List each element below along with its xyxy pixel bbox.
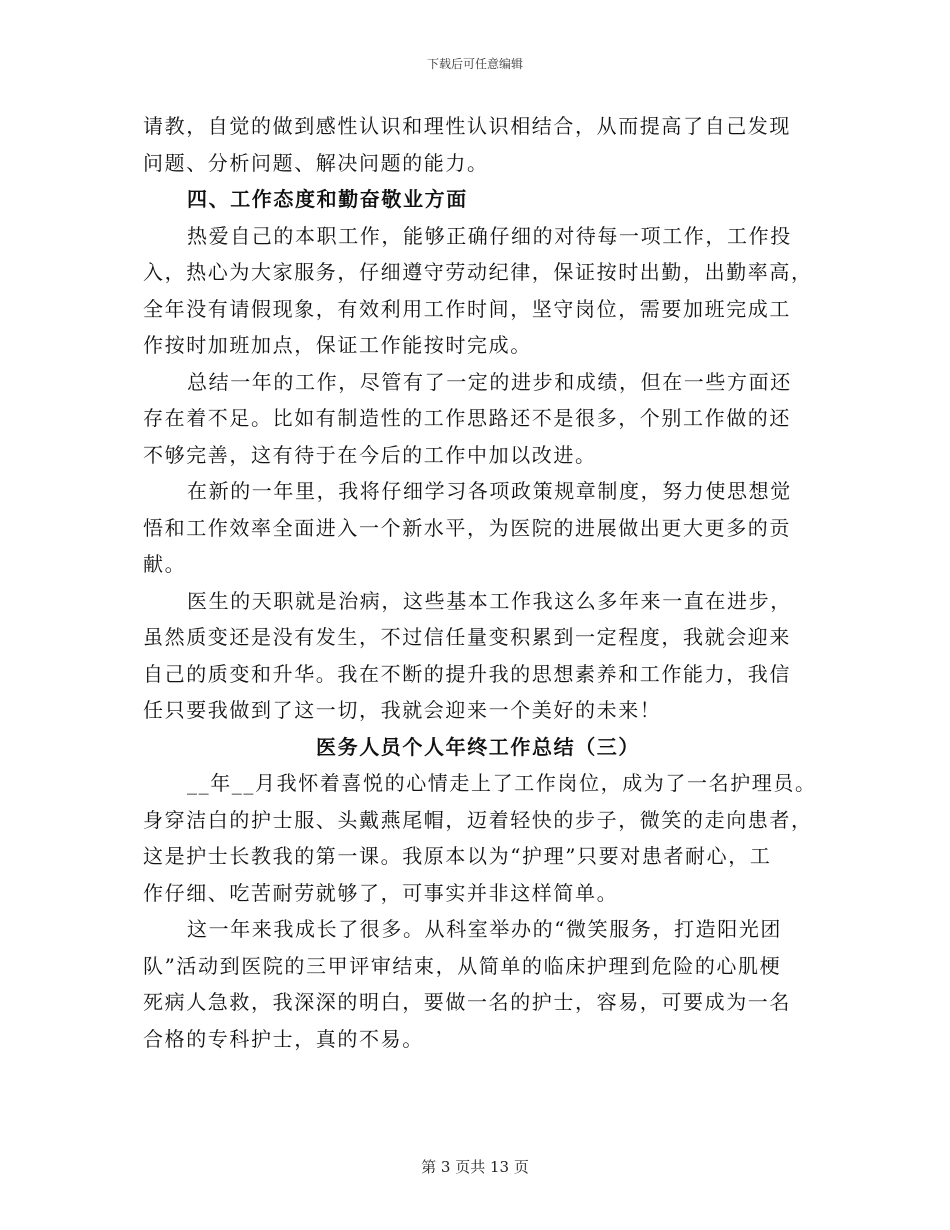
text-line: 这是护士长教我的第一课。我原本以为“护理”只要对患者耐心，工 (143, 844, 772, 868)
text-line: 任只要我做到了这一切，我就会迎来一个美好的未来！ (143, 698, 662, 722)
text-line: 悟和工作效率全面进入一个新水平，为医院的进展做出更大更多的贡 (143, 515, 791, 540)
text-line: 合格的专科护士，真的不易。 (143, 1026, 424, 1051)
text-line: 作按时加班加点，保证工作能按时完成。 (143, 333, 532, 357)
paragraph-first-line: 在新的一年里，我将仔细学习各项政策规章制度，努力使思想觉 (187, 479, 792, 503)
paragraph-first-line: 医生的天职就是治病，这些基本工作我这么多年来一直在进步， (187, 588, 792, 613)
text-line: 不够完善，这有待于在今后的工作中加以改进。 (143, 442, 597, 467)
page-footer: 第 3 页共 13 页 (421, 1158, 529, 1176)
paragraph-first-line: 热爱自己的本职工作，能够正确仔细的对待每一项工作，工作投 (187, 223, 792, 248)
text-line: 存在着不足。比如有制造性的工作思路还不是很多，个别工作做的还 (143, 406, 791, 430)
text-line: 身穿洁白的护士服、头戴燕尾帽，迈着轻快的步子，微笑的走向患者， (143, 807, 813, 832)
section-heading: 四、工作态度和勤奋敬业方面 (187, 187, 468, 211)
paragraph-first-line: __年__月我怀着喜悦的心情走上了工作岗位，成为了一名护理员。 (187, 771, 817, 795)
document-title: 医务人员个人年终工作总结（三） (316, 734, 640, 759)
paragraph-first-line: 这一年来我成长了很多。从科室举办的“微笑服务，打造阳光团 (187, 917, 783, 941)
text-line: 全年没有请假现象，有效利用工作时间，坚守岗位，需要加班完成工 (143, 296, 791, 321)
text-line: 自己的质变和升华。我在不断的提升我的思想素养和工作能力，我信 (143, 661, 791, 686)
text-line: 作仔细、吃苦耐劳就够了，可事实并非这样简单。 (143, 880, 619, 905)
text-line: 献。 (143, 552, 187, 576)
text-line: 入，热心为大家服务，仔细遵守劳动纪律，保证按时出勤，出勤率高， (143, 260, 813, 284)
page-header: 下载后可任意编辑 (426, 57, 523, 71)
text-line: 队”活动到医院的三甲评审结束，从简单的临床护理到危险的心肌梗 (143, 953, 782, 978)
document-body (143, 108, 817, 1057)
text-line: 死病人急救，我深深的明白，要做一名的护士，容易，可要成为一名 (143, 990, 791, 1014)
text-line: 问题、分析问题、解决问题的能力。 (143, 150, 489, 175)
text-line: 虽然质变还是没有发生，不过信任量变积累到一定程度，我就会迎来 (143, 625, 791, 649)
text-line: 请教，自觉的做到感性认识和理性认识相结合，从而提高了自己发现 (143, 114, 791, 138)
paragraph-first-line: 总结一年的工作，尽管有了一定的进步和成绩，但在一些方面还 (187, 369, 792, 394)
